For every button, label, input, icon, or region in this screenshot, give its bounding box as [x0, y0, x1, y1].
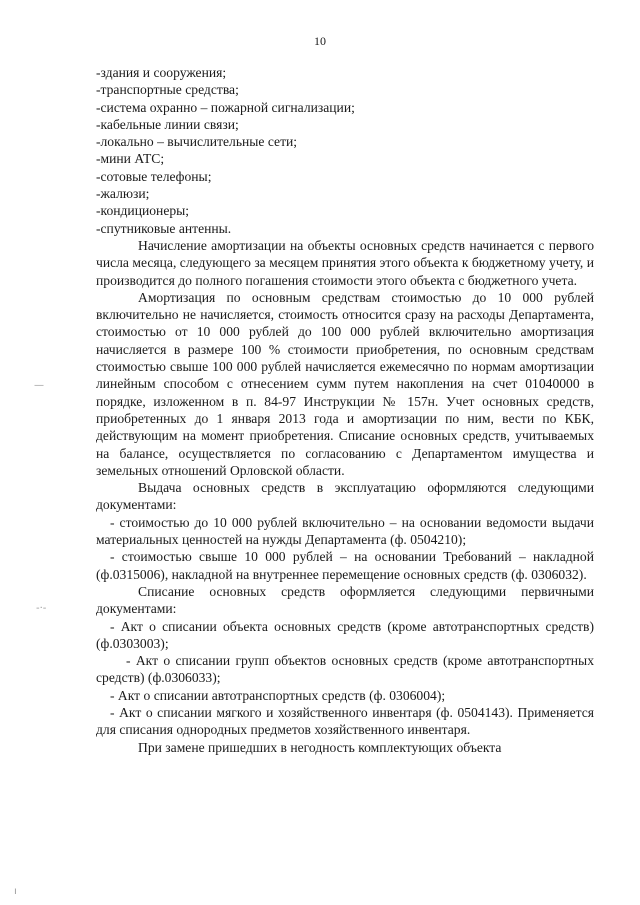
list-item: -сотовые телефоны;: [96, 168, 212, 184]
paragraph-issuance-intro: Выдача основных средств в эксплуатацию оформляются следующими документами:: [96, 480, 594, 513]
list-item: -спутниковые антенны.: [96, 220, 232, 236]
list-item: -мини АТС;: [96, 151, 165, 167]
list-item: -система охранно – пожарной сигнализации;: [96, 99, 355, 115]
paragraph-writeoff-act-0504143: - Акт о списании мягкого и хозяйственного инвентаря (ф. 0504143). Применяется для списания однородных предметов хозяйственного инвентаря.: [96, 704, 594, 738]
paragraph-replacement: При замене пришедших в негодность комплектующих объекта: [138, 739, 502, 755]
paragraph-writeoff-act-0306004: - Акт о списании автотранспортных средств (ф. 0306004);: [110, 687, 446, 703]
list-item: -здания и сооружения;: [96, 65, 227, 80]
margin-mark: —: [34, 380, 44, 391]
paragraph-amortization-start: Начисление амортизации на объекты основных средств начинается с первого числа месяца, следующего за месяцем принятия этого объекта к бюджетному учету, и производится до полного погашения стоимости этого объекта с бюджетного учета.: [96, 237, 594, 288]
asset-list: [96, 64, 594, 237]
paragraph-issuance-over-10000: - стоимостью свыше 10 000 рублей – на основании Требований – накладной (ф.0315006), накладной на внутреннее перемещение основных средств (ф. 0306032).: [96, 549, 594, 582]
list-item: -транспортные средства;: [96, 82, 239, 98]
margin-mark: ı: [14, 886, 17, 897]
list-item: -кабельные линии связи;: [96, 116, 239, 132]
paragraph-amortization-rules: Амортизация по основным средствам стоимостью до 10 000 рублей включительно не начисляется, стоимость относится сразу на расходы Департамента, стоимостью от 10 000 рублей до 100 000 рублей включительно амортизация начисляется в размере 100 % стоимости приобретения, по основным средствам стоимостью свыше 100 000 рублей начисляется ежемесячно по нормам амортизации линейным способом с отнесением сумм путем накопления на счет 01040000 в порядке, изложенном в п. 84-97 Инструкции № 157н. Учет основных средств, приобретенных до 1 января 2013 года и амортизации по ним, вести по КБК, действующим на момент приобретения. Списание основных средств, учитываемых на балансе, осуществляется по согласованию с Департаментом имущества и земельных отношений Орловской области.: [96, 289, 594, 478]
paragraph-writeoff-intro: Списание основных средств оформляется следующими первичными документами:: [96, 583, 594, 617]
list-item: -жалюзи;: [96, 186, 150, 202]
paragraph-writeoff-act-0306033: - Акт о списании групп объектов основных средств (кроме автотранспортных средств) (ф.0306033);: [96, 653, 594, 686]
margin-mark: -·-: [36, 603, 47, 614]
paragraph-issuance-under-10000: - стоимостью до 10 000 рублей включительно – на основании ведомости выдачи материальных ценностей на нужды Департамента (ф. 0504210);: [96, 514, 594, 548]
page-number: 10: [314, 34, 326, 48]
list-item: -локально – вычислительные сети;: [96, 134, 298, 150]
document-body: [96, 64, 594, 756]
paragraph-writeoff-act-0303003: - Акт о списании объекта основных средств (кроме автотранспортных средств) (ф.0303003);: [96, 618, 594, 651]
list-item: -кондиционеры;: [96, 203, 190, 219]
